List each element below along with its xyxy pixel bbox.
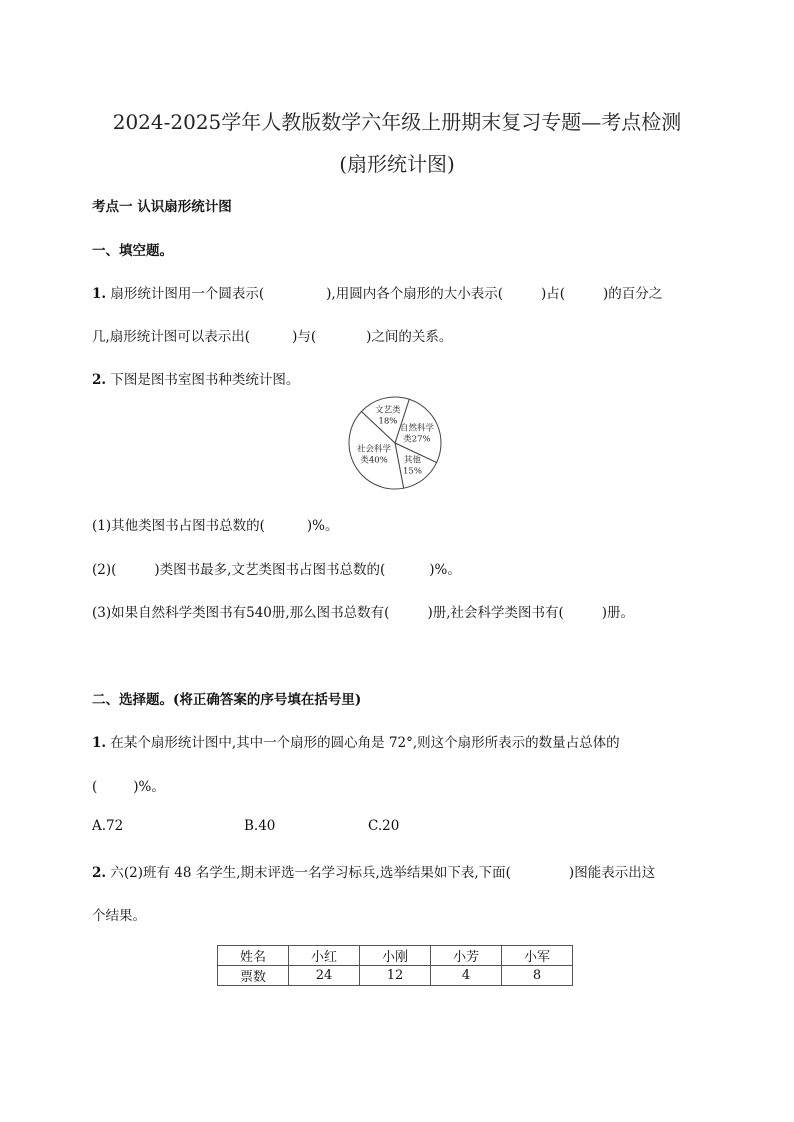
question-2-sub-3: (3)如果自然科学类图书有540册,那么图书总数有( )册,社会科学类图书有( )册。: [92, 605, 635, 621]
table-cell: 小红: [289, 946, 360, 966]
choice-1-line-1: 1. 在某个扇形统计图中,其中一个扇形的圆心角是 72°,则这个扇形所表示的数量占总体的: [92, 735, 620, 751]
table-row: [218, 966, 573, 986]
pie-label-natural-science: 自然科学: [399, 423, 434, 434]
choice-1-options: [92, 818, 399, 834]
question-1-line-1: 1. 扇形统计图用一个圆表示( ),用圆内各个扇形的大小表示( )占( )的百分之: [92, 286, 663, 302]
question-number: 1.: [92, 286, 107, 302]
vote-result-table: [217, 945, 573, 986]
pie-label-literature: 文艺类: [375, 405, 401, 416]
option-a[interactable]: A.72: [92, 818, 124, 834]
question-number: 2.: [92, 372, 107, 388]
choice-2-line-1: 2. 六(2)班有 48 名学生,期末评选一名学习标兵,选举结果如下表,下面( )图能表示出这: [92, 865, 656, 881]
table-cell: 姓名: [218, 946, 289, 966]
question-2-intro: 2. 下图是图书室图书种类统计图。: [92, 372, 300, 388]
option-b[interactable]: B.40: [244, 818, 276, 834]
choice-1-line-2: ( )%。: [92, 779, 165, 795]
pie-label-other: 其他: [403, 455, 421, 466]
table-cell: 小军: [502, 946, 573, 966]
question-number: 2.: [92, 865, 107, 881]
table-cell: 8: [502, 966, 573, 986]
table-row: [218, 946, 573, 966]
question-number: 1.: [92, 735, 107, 751]
question-1-line-2: 几,扇形统计图可以表示出( )与( )之间的关系。: [92, 329, 453, 345]
page-subtitle: (扇形统计图): [339, 152, 455, 176]
pie-label-other: 15%: [403, 466, 422, 477]
pie-label-social-science: 类40%: [360, 455, 388, 466]
section-heading: 考点一 认识扇形统计图: [92, 199, 232, 215]
table-cell: 小刚: [360, 946, 431, 966]
part-heading-fill-blank: 一、填空题。: [92, 243, 173, 259]
page-title: 2024-2025学年人教版数学六年级上册期末复习专题—考点检测: [112, 110, 682, 134]
question-2-sub-2: (2)( )类图书最多,文艺类图书占图书总数的( )%。: [92, 562, 461, 578]
pie-label-literature: 18%: [378, 416, 398, 427]
table-cell: 4: [431, 966, 502, 986]
part-heading-choice: 二、选择题。(将正确答案的序号填在括号里): [92, 692, 362, 708]
book-category-pie-chart: [340, 393, 454, 493]
question-2-sub-1: (1)其他类图书占图书总数的( )%。: [92, 518, 339, 534]
pie-label-social-science: 社会科学: [357, 444, 392, 455]
table-cell: 小芳: [431, 946, 502, 966]
table-cell: 票数: [218, 966, 289, 986]
pie-label-natural-science: 类27%: [403, 434, 431, 445]
table-cell: 12: [360, 966, 431, 986]
table-cell: 24: [289, 966, 360, 986]
option-c[interactable]: C.20: [368, 818, 400, 834]
choice-2-line-2: 个结果。: [92, 908, 146, 924]
